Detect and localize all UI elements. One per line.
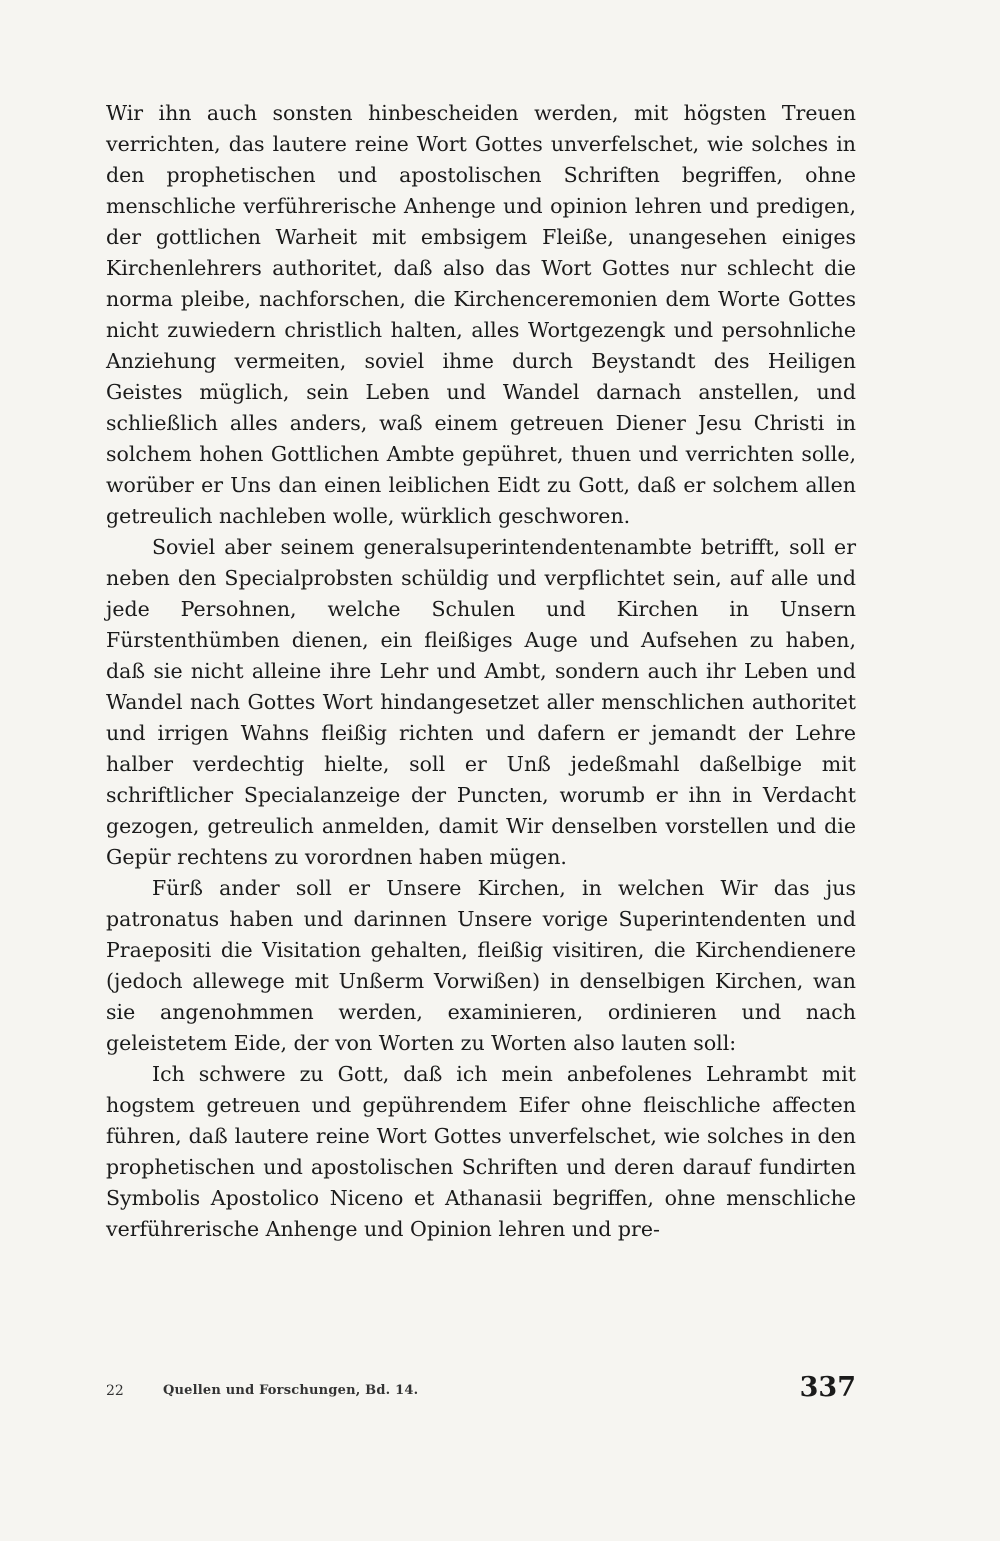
paragraph-4: Ich schwere zu Gott, daß ich mein anbefolenes Lehrambt mit hogstem getreuen und gepührendem Eifer ohne fleischliche affecten führen, daß lautere reine Wort Gottes unverfelschet, wie solches in den prophetischen und apostolischen Schriften und deren darauf fundirten Symbolis Apostolico Niceno et Athanasii begriffen, ohne menschliche verführerische Anhenge und Opinion lehren und pre- <box>106 1062 856 1241</box>
paragraph-2: Soviel aber seinem generalsuperintendentenambte betrifft, soll er neben den Specialprobsten schüldig und verpflichtet sein, auf alle und jede Persohnen, welche Schulen und Kirchen in Unsern Fürstenthümben dienen, ein fleißiges Auge und Aufsehen zu haben, daß sie nicht alleine ihre Lehr und Ambt, sondern auch ihr Leben und Wandel nach Gottes Wort hindangesetzet aller menschlichen authoritet und irrigen Wahns fleißig richten und dafern er jemandt der Lehre halber verdechtig hielte, soll er Unß jedeßmahl daßelbige mit schriftlicher Specialanzeige der Puncten, worumb er ihn in Verdacht gezogen, getreulich anmelden, damit Wir denselben vorstellen und die Gepür rechtens zu vorordnen haben mügen. <box>106 535 856 869</box>
body-text <box>106 98 856 1245</box>
signature-mark: 22 <box>106 1383 124 1399</box>
page-footer <box>106 1372 856 1408</box>
paragraph-3: Fürß ander soll er Unsere Kirchen, in welchen Wir das jus patronatus haben und darinnen Unsere vorige Superintendenten und Praepositi die Visitation gehalten, fleißig visitiren, die Kirchendienere (jedoch allewege mit Unßerm Vorwißen) in denselbigen Kirchen, wan sie angenohmmen werden, examinieren, ordinieren und nach geleistetem Eide, der von Worten zu Worten also lauten soll: <box>106 876 856 1055</box>
series-title: Quellen und Forschungen, Bd. 14. <box>163 1383 419 1398</box>
paragraph-1: Wir ihn auch sonsten hinbescheiden werden, mit högsten Treuen verrichten, das lautere reine Wort Gottes unverfelschet, wie solches in den prophetischen und apostolischen Schriften begriffen, ohne menschliche verführerische Anhenge und opinion lehren und predigen, der gottlichen Warheit mit embsigem Fleiße, unangesehen einiges Kirchenlehrers authoritet, daß also das Wort Gottes nur schlecht die norma pleibe, nachforschen, die Kirchenceremonien dem Worte Gottes nicht zuwiedern christlich halten, alles Wortgezengk und persohnliche Anziehung vermeiten, soviel ihme durch Beystandt des Heiligen Geistes müglich, sein Leben und Wandel darnach anstellen, und schließlich alles anders, waß einem getreuen Diener Jesu Christi in solchem hohen Gottlichen Ambte gepühret, thuen und verrichten solle, worüber er Uns dan einen leiblichen Eidt zu Gott, daß er solchem allen getreulich nachleben wolle, würklich geschworen. <box>106 101 856 528</box>
page-number: 337 <box>799 1372 856 1403</box>
